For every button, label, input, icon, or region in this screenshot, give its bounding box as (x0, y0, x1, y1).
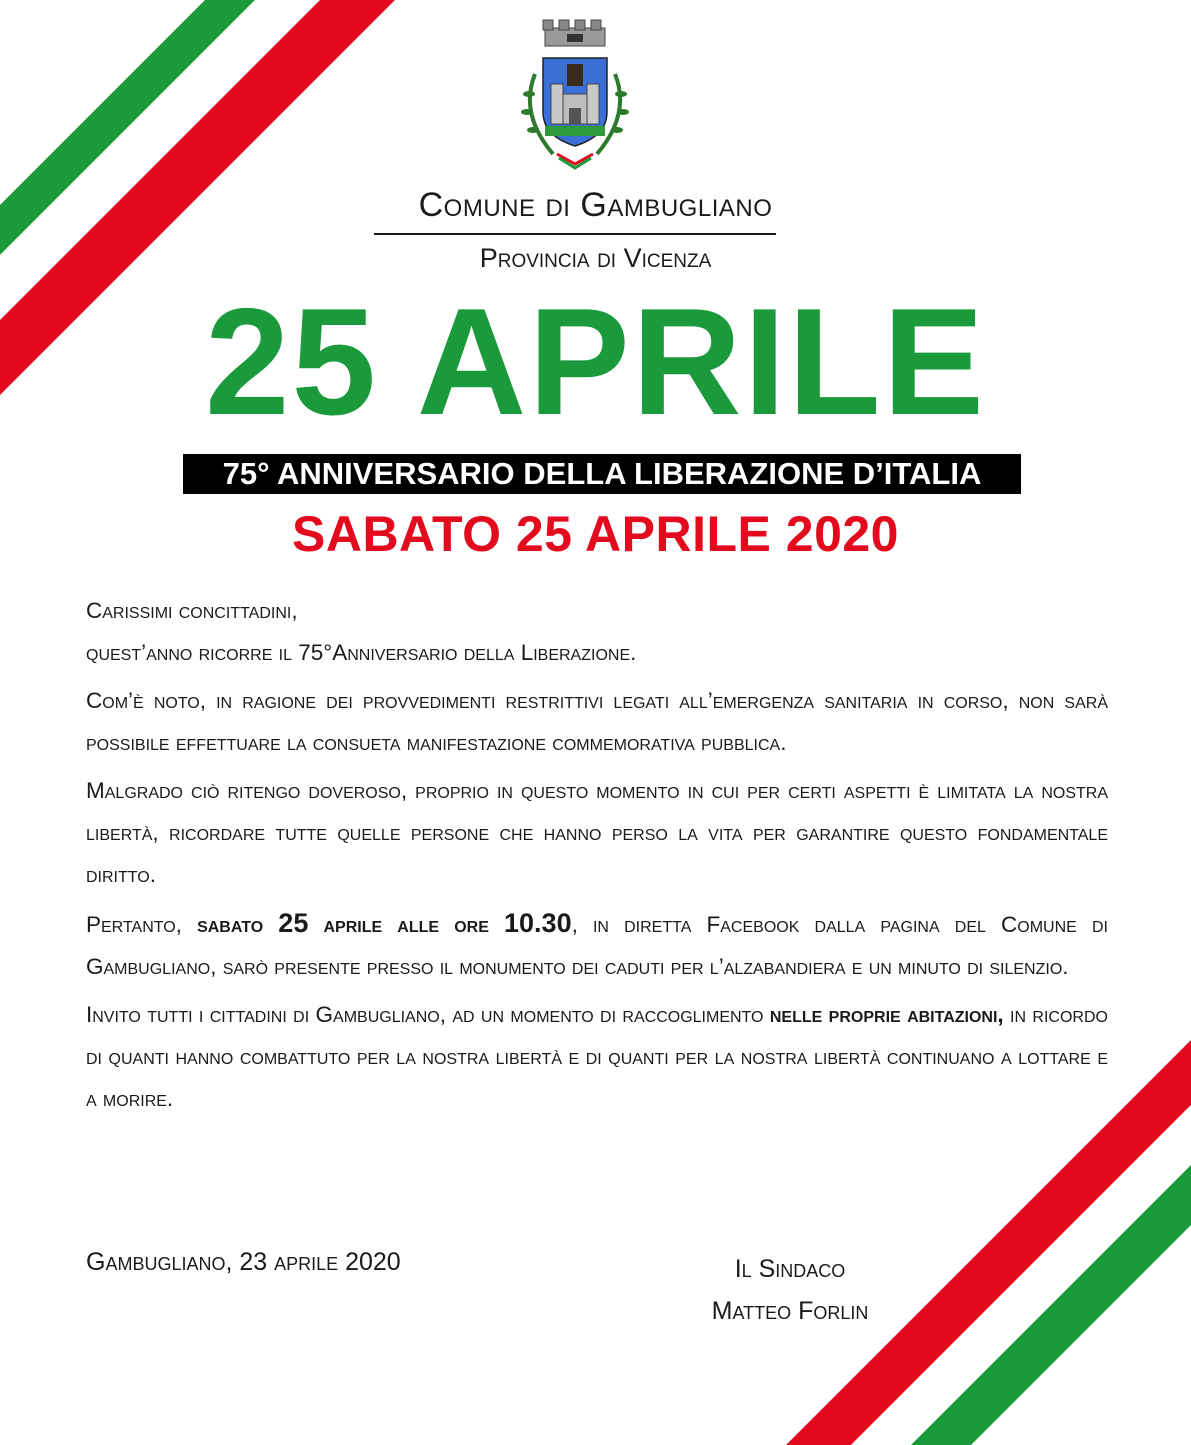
signer-role: Il Sindaco (734, 1255, 846, 1283)
letter-body (86, 590, 1108, 1126)
comune-title: Comune di Gambugliano (418, 186, 773, 224)
event-date: SABATO 25 APRILE 2020 (291, 506, 899, 562)
provincia-subtitle: Provincia di Vicenza (479, 243, 712, 273)
title-divider (374, 233, 776, 235)
signer-name: Matteo Forlin (711, 1297, 869, 1325)
municipal-crest-icon (505, 14, 645, 174)
letter-paragraph-3: Malgrado ciò ritengo doveroso, proprio in questo momento in cui per certi aspetti è limitata la nostra libertà, ricordare tutte quelle persone che hanno perso la vita per garantire questo fondamentale diritto. (86, 778, 1108, 887)
anniversary-banner: 75° ANNIVERSARIO DELLA LIBERAZIONE D’ITALIA (183, 454, 1021, 494)
headline: 25 APRILE (204, 277, 987, 447)
letter-paragraph-2: Com’è noto, in ragione dei provvedimenti restrittivi legati all’emergenza sanitaria in corso, non sarà possibile effettuare la consueta manifestazione commemorativa pubblica. (86, 688, 1108, 755)
letter-greeting: Carissimi concittadini, (86, 598, 298, 623)
signature-block (680, 1248, 900, 1332)
letter-paragraph-1: quest’anno ricorre il 75°Anniversario della Liberazione. (86, 640, 637, 665)
letter-paragraph-5: Invito tutti i cittadini di Gambugliano, ad un momento di raccoglimento nelle proprie abitazioni, in ricordo di quanti hanno combattuto per la nostra libertà e di quanti per la nostra libertà continuano a lottare e a morire. (86, 1002, 1108, 1111)
letter-paragraph-4: Pertanto, sabato 25 aprile alle ore 10.30, in diretta Facebook dalla pagina del Comune di Gambugliano, sarò presente presso il monumento dei caduti per l’alzabandiera e un minuto di silenzio. (86, 908, 1108, 979)
place-and-date: Gambugliano, 23 aprile 2020 (86, 1248, 401, 1276)
